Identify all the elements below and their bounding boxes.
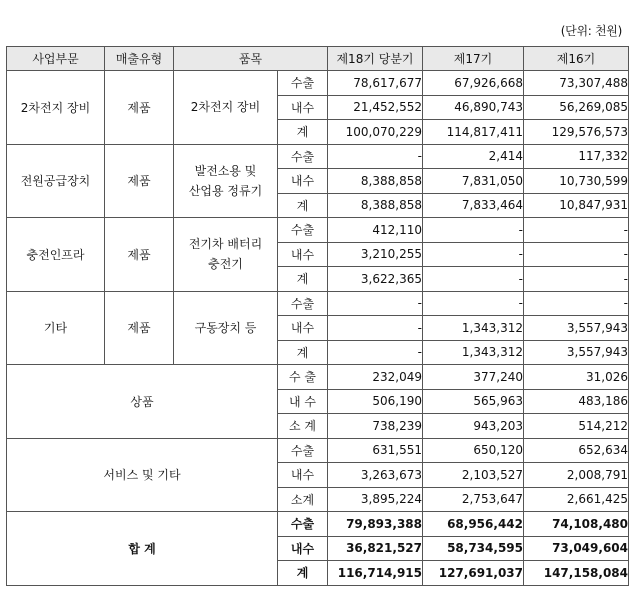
value-cell: 73,307,488 [524, 71, 629, 96]
row-label: 계 [278, 193, 328, 218]
value-cell: - [423, 291, 524, 316]
segment-cell: 기타 [7, 291, 105, 365]
table-row [7, 71, 629, 96]
row-label: 내수 [278, 463, 328, 488]
value-cell: 116,714,915 [328, 561, 423, 586]
table-header-row [7, 47, 629, 71]
row-label: 수출 [278, 438, 328, 463]
row-label: 내 수 [278, 389, 328, 414]
value-cell: 3,557,943 [524, 316, 629, 341]
segment-cell: 2차전지 장비 [7, 71, 105, 145]
value-cell: 2,103,527 [423, 463, 524, 488]
value-cell: - [328, 316, 423, 341]
value-cell: 650,120 [423, 438, 524, 463]
item-cell [174, 144, 278, 218]
value-cell: 147,158,084 [524, 561, 629, 586]
table-body [7, 71, 629, 586]
value-cell: 738,239 [328, 414, 423, 439]
value-cell: 377,240 [423, 365, 524, 390]
row-label: 수출 [278, 71, 328, 96]
value-cell: 58,734,595 [423, 536, 524, 561]
value-cell: 46,890,743 [423, 95, 524, 120]
value-cell: 100,070,229 [328, 120, 423, 145]
value-cell: 10,730,599 [524, 169, 629, 194]
item-line: 산업용 정류기 [188, 183, 263, 198]
row-label: 수출 [278, 144, 328, 169]
value-cell: 232,049 [328, 365, 423, 390]
value-cell: 1,343,312 [423, 340, 524, 365]
row-label: 내수 [278, 95, 328, 120]
table-row [7, 291, 629, 316]
row-label: 계 [278, 120, 328, 145]
value-cell: 31,026 [524, 365, 629, 390]
table-row [7, 512, 629, 537]
value-cell: 3,622,365 [328, 267, 423, 292]
value-cell: - [328, 291, 423, 316]
item-line: 구동장치 등 [194, 320, 257, 335]
row-label: 계 [278, 267, 328, 292]
value-cell: - [524, 218, 629, 243]
table-row [7, 144, 629, 169]
value-cell: 36,821,527 [328, 536, 423, 561]
row-label: 계 [278, 340, 328, 365]
value-cell: - [524, 291, 629, 316]
header-sales-type: 매출유형 [105, 47, 174, 71]
value-cell: 2,661,425 [524, 487, 629, 512]
sales-type-cell: 제품 [105, 71, 174, 145]
value-cell: - [524, 242, 629, 267]
header-period-18: 제18기 당분기 [328, 47, 423, 71]
value-cell: - [328, 340, 423, 365]
group-label: 상품 [7, 365, 278, 439]
value-cell: - [423, 267, 524, 292]
value-cell: - [423, 218, 524, 243]
row-label: 수 출 [278, 365, 328, 390]
value-cell: 7,831,050 [423, 169, 524, 194]
value-cell: 3,210,255 [328, 242, 423, 267]
value-cell: 114,817,411 [423, 120, 524, 145]
value-cell: 3,557,943 [524, 340, 629, 365]
item-line: 발전소용 및 [194, 163, 257, 178]
value-cell: 483,186 [524, 389, 629, 414]
item-cell [174, 291, 278, 365]
row-label: 내수 [278, 242, 328, 267]
item-line: 충전기 [208, 257, 243, 272]
value-cell: 79,893,388 [328, 512, 423, 537]
item-line: 2차전지 장비 [190, 100, 261, 115]
row-label: 소계 [278, 487, 328, 512]
row-label: 소 계 [278, 414, 328, 439]
value-cell: 127,691,037 [423, 561, 524, 586]
sales-type-cell: 제품 [105, 218, 174, 292]
value-cell: 68,956,442 [423, 512, 524, 537]
unit-label: (단위: 천원) [560, 24, 622, 38]
segment-cell: 전원공급장치 [7, 144, 105, 218]
value-cell: 129,576,573 [524, 120, 629, 145]
value-cell: 2,753,647 [423, 487, 524, 512]
header-segment: 사업부문 [7, 47, 105, 71]
value-cell: - [328, 144, 423, 169]
value-cell: - [423, 242, 524, 267]
value-cell: 3,895,224 [328, 487, 423, 512]
table-row [7, 218, 629, 243]
value-cell: 10,847,931 [524, 193, 629, 218]
row-label: 수출 [278, 291, 328, 316]
sales-table [6, 46, 629, 586]
sales-type-cell: 제품 [105, 144, 174, 218]
value-cell: 2,414 [423, 144, 524, 169]
value-cell: 506,190 [328, 389, 423, 414]
row-label: 수출 [278, 512, 328, 537]
value-cell: 74,108,480 [524, 512, 629, 537]
item-cell [174, 218, 278, 292]
group-label: 합 계 [7, 512, 278, 586]
sales-type-cell: 제품 [105, 291, 174, 365]
value-cell: 8,388,858 [328, 193, 423, 218]
item-line: 전기차 배터리 [188, 237, 263, 252]
row-label: 내수 [278, 169, 328, 194]
value-cell: 7,833,464 [423, 193, 524, 218]
value-cell: 514,212 [524, 414, 629, 439]
value-cell: 565,963 [423, 389, 524, 414]
value-cell: 943,203 [423, 414, 524, 439]
row-label: 내수 [278, 536, 328, 561]
row-label: 수출 [278, 218, 328, 243]
value-cell: 2,008,791 [524, 463, 629, 488]
group-label: 서비스 및 기타 [7, 438, 278, 512]
value-cell: 78,617,677 [328, 71, 423, 96]
item-cell [174, 71, 278, 145]
value-cell: 21,452,552 [328, 95, 423, 120]
value-cell: 56,269,085 [524, 95, 629, 120]
table-row [7, 438, 629, 463]
header-period-17: 제17기 [423, 47, 524, 71]
value-cell: 117,332 [524, 144, 629, 169]
segment-cell: 충전인프라 [7, 218, 105, 292]
table-row [7, 365, 629, 390]
value-cell: 8,388,858 [328, 169, 423, 194]
value-cell: - [524, 267, 629, 292]
value-cell: 631,551 [328, 438, 423, 463]
value-cell: 412,110 [328, 218, 423, 243]
header-period-16: 제16기 [524, 47, 629, 71]
value-cell: 3,263,673 [328, 463, 423, 488]
value-cell: 73,049,604 [524, 536, 629, 561]
value-cell: 652,634 [524, 438, 629, 463]
value-cell: 67,926,668 [423, 71, 524, 96]
header-item: 품목 [174, 47, 328, 71]
value-cell: 1,343,312 [423, 316, 524, 341]
row-label: 계 [278, 561, 328, 586]
row-label: 내수 [278, 316, 328, 341]
